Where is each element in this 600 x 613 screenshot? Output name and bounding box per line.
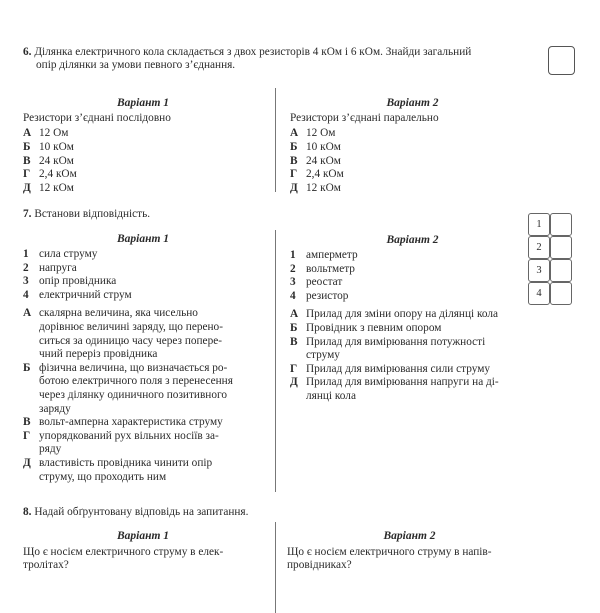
item-key: Д xyxy=(23,456,31,469)
item-text: 12 Ом xyxy=(39,127,69,140)
q8-variant-1 xyxy=(23,530,263,573)
item-text-line: Прилад для зміни опору на ділянці кола xyxy=(306,308,499,321)
q6-v2-prompt: Резистори з’єднані паралельно xyxy=(290,112,439,124)
item-key: А xyxy=(23,307,32,320)
q6-v1-prompt: Резистори з’єднані послідовно xyxy=(23,112,171,124)
item-text-line: скалярна величина, яка чисельно xyxy=(39,307,198,320)
match-definition xyxy=(23,457,263,484)
match-term xyxy=(23,275,263,289)
match-term xyxy=(23,262,263,276)
item-text: 12 кОм xyxy=(306,181,341,194)
q8-number: 8. xyxy=(23,506,32,518)
answer-option xyxy=(23,127,263,141)
q6-text-line: опір ділянки за умови певного з’єднання. xyxy=(36,59,236,72)
item-text: 2,4 кОм xyxy=(39,168,77,181)
item-key: Г xyxy=(290,168,298,181)
variant-title: Варіант 2 xyxy=(386,234,439,246)
match-term xyxy=(290,290,535,304)
item-key: 2 xyxy=(23,261,29,274)
item-text-line: Прилад для вимірювання сили струму xyxy=(306,362,490,375)
grid-label: 1 xyxy=(528,213,550,236)
q8-text: Надай обґрунтовану відповідь на запитання. xyxy=(34,506,249,518)
variant-title: Варіант 2 xyxy=(386,97,439,109)
item-key: 1 xyxy=(23,248,29,260)
item-text-line: Прилад для вимірювання потужності xyxy=(306,335,486,348)
column-divider xyxy=(275,522,276,613)
q6-variant-1 xyxy=(23,97,263,195)
item-key: 2 xyxy=(290,262,296,275)
match-definition xyxy=(290,336,535,363)
match-term xyxy=(23,248,263,262)
variant-title: Варіант 1 xyxy=(116,530,170,542)
q6-number: 6. xyxy=(23,46,32,58)
item-text: 24 кОм xyxy=(39,154,74,167)
q6-variant-2 xyxy=(290,97,535,195)
item-text-line: заряду xyxy=(39,402,71,415)
item-key: А xyxy=(23,127,32,140)
q6-text-line: Ділянка електричного кола складається з двох резисторів 4 кОм і 6 кОм. Знайди загальний xyxy=(34,46,472,58)
item-text xyxy=(306,322,441,336)
item-text-line: дорівнює величині заряду, що перено- xyxy=(39,320,223,333)
variant-title: Варіант 1 xyxy=(116,97,170,109)
item-text-line: ботою електричного поля з перенесення xyxy=(39,375,233,388)
answer-option xyxy=(290,168,535,182)
match-definition xyxy=(290,322,535,336)
item-text-line: Провідник з певним опором xyxy=(306,321,442,334)
item-text-line: вольт-амперна характеристика струму xyxy=(39,416,223,429)
answer-option xyxy=(290,141,535,155)
item-text xyxy=(306,376,499,403)
q8-v2-line: Що є носієм електричного струму в напів- xyxy=(287,546,492,558)
item-key: А xyxy=(290,308,299,321)
match-term xyxy=(23,289,263,303)
match-definition xyxy=(290,308,535,322)
item-key: А xyxy=(290,127,299,140)
grid-answer-cell[interactable] xyxy=(550,282,572,305)
item-key: В xyxy=(23,416,31,429)
item-key: В xyxy=(23,154,31,167)
item-text xyxy=(39,457,212,484)
q7-variant-1 xyxy=(23,233,263,484)
answer-option xyxy=(23,155,263,169)
match-term xyxy=(290,276,535,290)
item-text: 12 кОм xyxy=(39,181,74,194)
match-definition xyxy=(290,363,535,377)
answer-option xyxy=(23,182,263,196)
item-key: 4 xyxy=(290,289,296,302)
item-text-line: Прилад для вимірювання напруги на ді- xyxy=(306,376,499,389)
item-text: 24 кОм xyxy=(306,154,341,167)
q8-v2-line: провідниках? xyxy=(287,559,352,572)
grid-answer-cell[interactable] xyxy=(550,236,572,259)
answer-option xyxy=(290,127,535,141)
q6-answer-box[interactable] xyxy=(548,46,575,75)
match-definition xyxy=(23,362,263,416)
item-key: Г xyxy=(290,362,298,375)
item-key: Д xyxy=(23,181,31,194)
answer-option xyxy=(23,141,263,155)
column-divider xyxy=(275,88,276,192)
item-key: 3 xyxy=(290,276,296,289)
item-text: 10 кОм xyxy=(39,141,74,153)
item-text-line: фізична величина, що визначається ро- xyxy=(39,361,228,374)
item-key: 1 xyxy=(290,249,296,261)
column-divider xyxy=(275,230,276,492)
grid-answer-cell[interactable] xyxy=(550,213,572,236)
item-key: Д xyxy=(290,376,298,389)
match-term xyxy=(290,263,535,277)
item-text: резистор xyxy=(306,289,349,302)
match-definition xyxy=(23,416,263,430)
item-text xyxy=(306,336,485,363)
item-key: Б xyxy=(23,361,31,374)
item-text-line: чний переріз провідника xyxy=(39,348,158,361)
match-definition xyxy=(290,376,535,403)
item-key: 3 xyxy=(23,275,29,288)
item-key: Б xyxy=(290,321,298,334)
item-text-line: лянці кола xyxy=(306,389,356,402)
q8-v1-line: тролітах? xyxy=(23,559,69,572)
item-text xyxy=(39,362,233,416)
item-text xyxy=(306,308,498,322)
item-key: Г xyxy=(23,429,31,442)
item-text: вольтметр xyxy=(306,262,355,275)
q7-question xyxy=(23,207,150,221)
item-text: амперметр xyxy=(306,249,358,261)
item-text xyxy=(39,430,219,457)
q8-question xyxy=(23,505,248,519)
item-text xyxy=(39,307,223,361)
item-text-line: ряду xyxy=(39,443,62,456)
grid-label: 4 xyxy=(528,282,550,305)
item-key: Д xyxy=(290,181,298,194)
item-text-line: упорядкований рух вільних носіїв за- xyxy=(39,429,219,442)
grid-label: 3 xyxy=(528,259,550,282)
q8-variant-2 xyxy=(287,530,532,573)
variant-title: Варіант 1 xyxy=(116,233,170,245)
item-text-line: струму, що проходить ним xyxy=(39,470,167,483)
item-key: В xyxy=(290,335,298,348)
answer-option xyxy=(23,168,263,182)
match-definition xyxy=(23,430,263,457)
q7-variant-2 xyxy=(290,234,535,404)
answer-option xyxy=(290,182,535,196)
item-text: реостат xyxy=(306,276,343,289)
q7-text: Встанови відповідність. xyxy=(34,208,151,220)
item-text: 10 кОм xyxy=(306,141,341,153)
grid-label: 2 xyxy=(528,236,550,259)
item-text-line: струму xyxy=(306,349,340,362)
answer-option xyxy=(290,155,535,169)
match-definition xyxy=(23,307,263,361)
item-text: опір провідника xyxy=(39,275,117,288)
item-key: Б xyxy=(23,141,31,153)
match-term xyxy=(290,249,535,263)
item-key: 4 xyxy=(23,288,29,301)
item-text-line: властивість провідника чинити опір xyxy=(39,456,213,469)
grid-answer-cell[interactable] xyxy=(550,259,572,282)
q7-number: 7. xyxy=(23,208,32,220)
q8-v1-line: Що є носієм електричного струму в елек- xyxy=(23,546,224,558)
item-key: Г xyxy=(23,168,31,181)
q6-question xyxy=(23,46,471,73)
variant-title: Варіант 2 xyxy=(383,530,436,542)
item-text-line: через ділянку одиничного позитивного xyxy=(39,388,227,401)
item-text: електричний струм xyxy=(39,288,132,301)
item-text-line: ситься за одиницю часу через попере- xyxy=(39,334,222,347)
item-key: В xyxy=(290,154,298,167)
item-text: 2,4 кОм xyxy=(306,168,344,181)
item-text: сила струму xyxy=(39,248,98,260)
item-key: Б xyxy=(290,141,298,153)
item-text xyxy=(39,416,223,430)
item-text: напруга xyxy=(39,261,77,274)
item-text xyxy=(306,363,490,377)
item-text: 12 Ом xyxy=(306,127,336,140)
